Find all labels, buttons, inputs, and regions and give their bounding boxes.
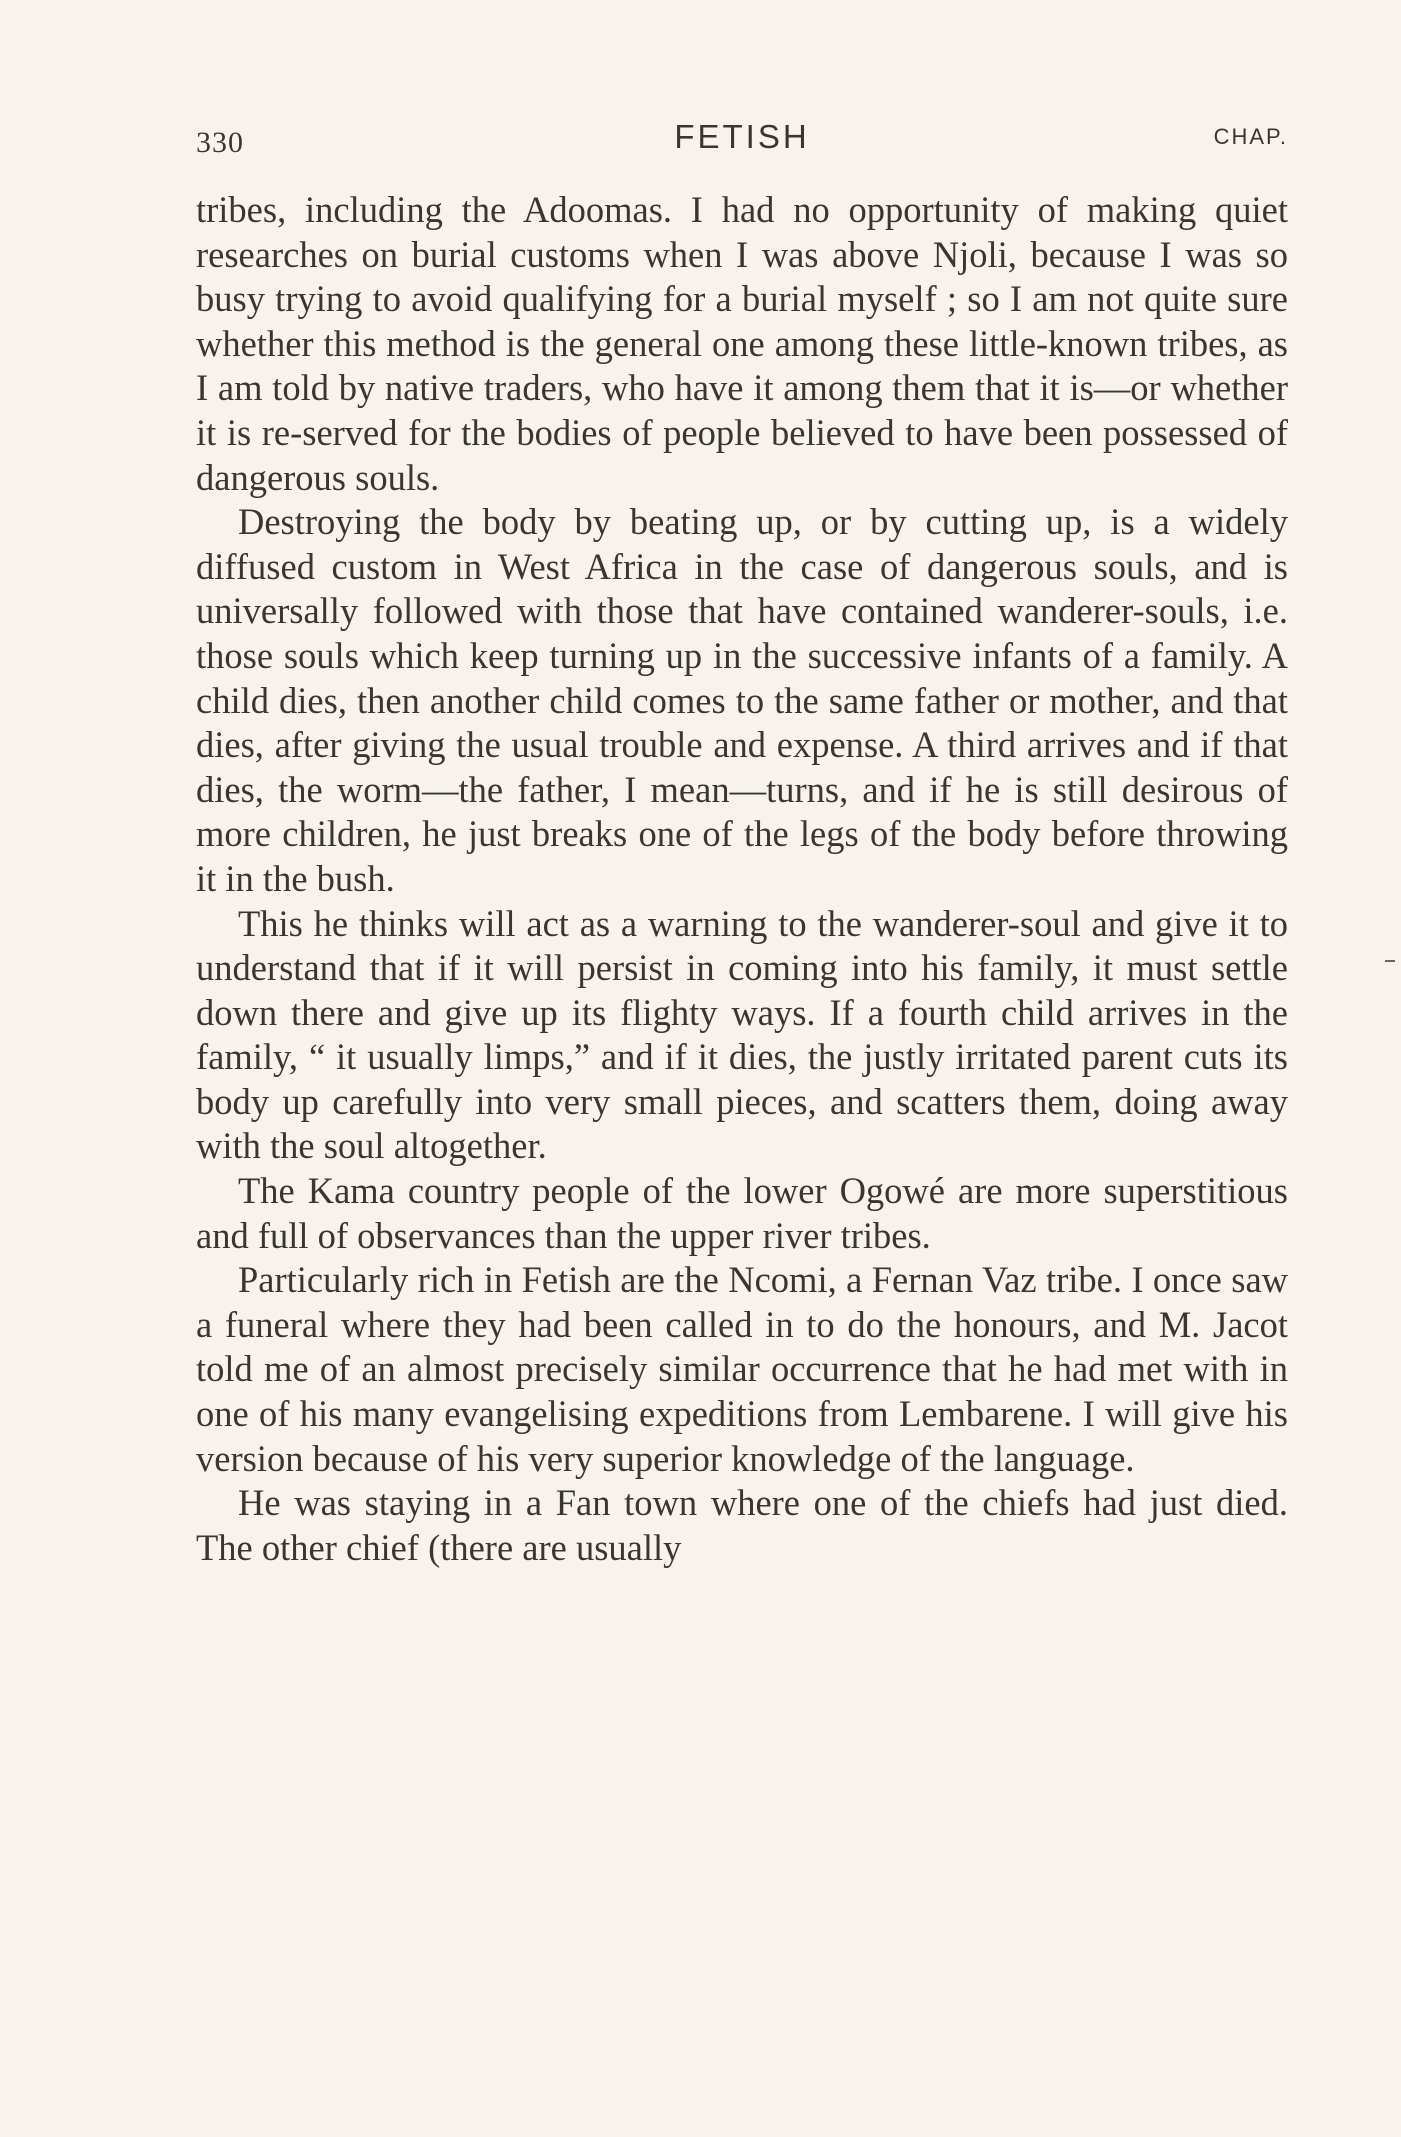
- paragraph: This he thinks will act as a warning to the wanderer-soul and give it to understand that if it will persist in coming into his family, it must settle down there and give up its flighty ways. If a fourth child arrives in the family, “ it usually limps,” and if it dies, the justly irritated parent cuts its body up carefully into very small pieces, and scatters them, doing away with the soul altogether.: [196, 902, 1288, 1167]
- paragraph: He was staying in a Fan town where one of the chiefs had just died. The other chief (there are usually: [196, 1482, 1288, 1568]
- chapter-label: CHAP.: [1213, 124, 1288, 149]
- paragraph: Destroying the body by beating up, or by cutting up, is a widely diffused custom in West Africa in the case of dangerous souls, and is universally followed with those that have contained wanderer-souls, i.e. those souls which keep turning up in the successive infants of a family. A child dies, then another child comes to the same father or mother, and that dies, after giving the usual trouble and expense. A third arrives and if that dies, the worm—the father, I mean—turns, and if he is still desirous of more children, he just breaks one of the legs of the body before throwing it in the bush.: [196, 501, 1288, 899]
- running-title: FETISH: [674, 118, 810, 155]
- page-number: 330: [196, 126, 244, 159]
- paragraph: The Kama country people of the lower Ogowé are more superstitious and full of observances than the upper river tribes.: [196, 1170, 1288, 1256]
- paragraph: tribes, including the Adoomas. I had no opportunity of making quiet researches on burial customs when I was above Njoli, because I was so busy trying to avoid qualifying for a burial myself ; so I am not quite sure whether this method is the general one among these little-known tribes, as I am told by native traders, who have it among them that it is—or whether it is re-served for the bodies of people believed to have been possessed of dangerous souls.: [196, 189, 1288, 498]
- paragraph: Particularly rich in Fetish are the Ncomi, a Fernan Vaz tribe. I once saw a funeral where they had been called in to do the honours, and M. Jacot told me of an almost precisely similar occurrence that he had met with in one of his many evangelising expeditions from Lembarene. I will give his version because of his very superior knowledge of the language.: [196, 1259, 1288, 1479]
- body-text: [196, 188, 1288, 1570]
- page-header: [196, 118, 1288, 168]
- margin-mark: [1385, 960, 1395, 962]
